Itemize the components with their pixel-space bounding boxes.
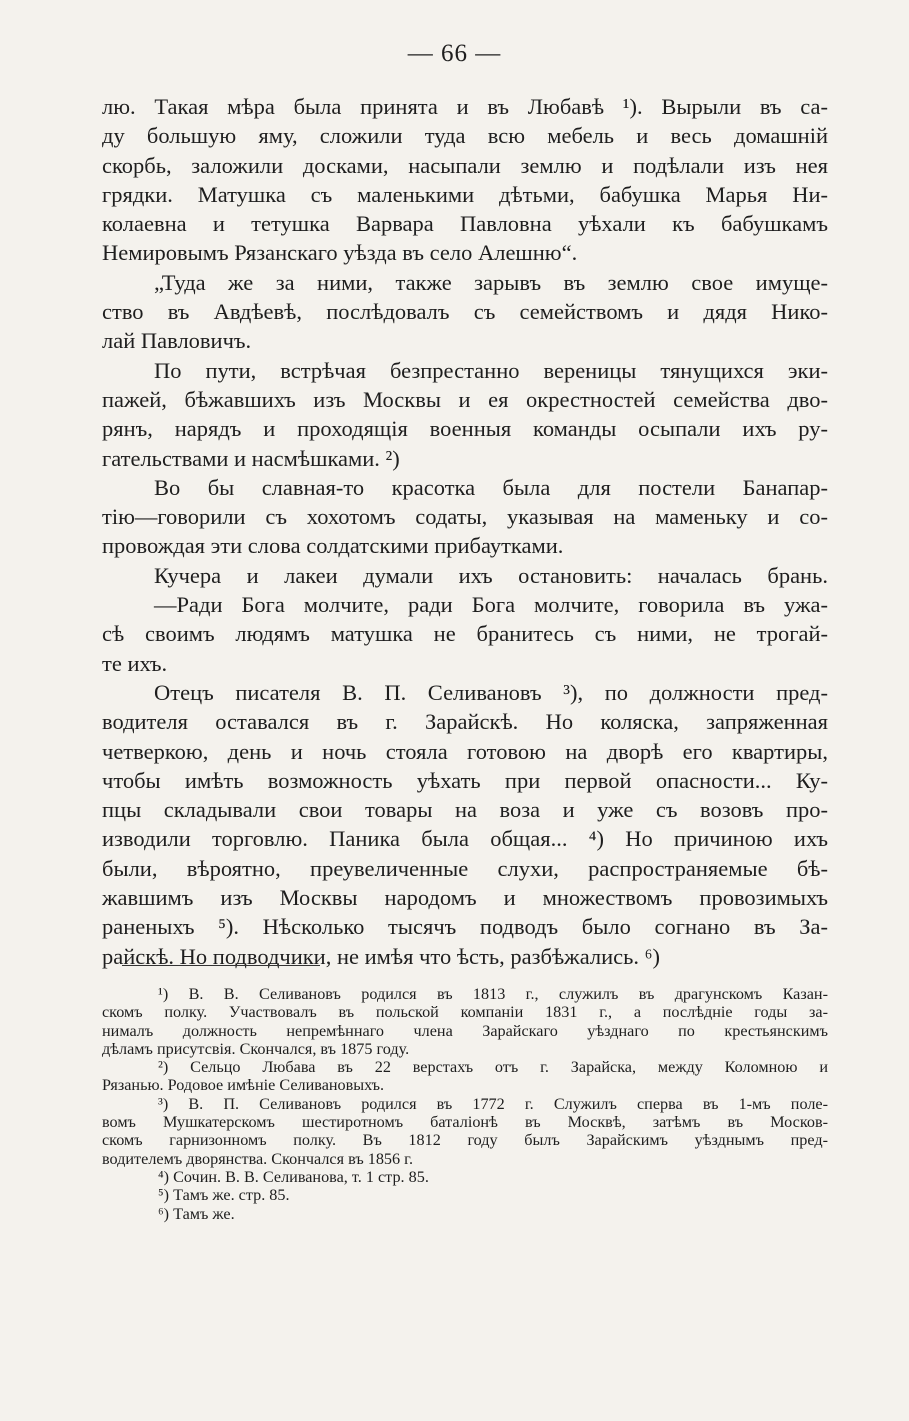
text-line: лай Павловичъ. <box>102 328 252 354</box>
text-line: водителя оставался въ г. Зарайскѣ. Но коляска, запряженная <box>102 709 828 735</box>
text-line: жавшимъ изъ Москвы народомъ и множествомъ провозимыхъ <box>102 885 828 911</box>
text-line: ду большую яму, сложили туда всю мебель и весь домашній <box>102 123 828 149</box>
main-text <box>102 92 828 971</box>
text-line: Кучера и лакеи думали ихъ остановить: началась брань. <box>154 562 828 588</box>
text-line: Во бы славная-то красотка была для постели Банапар- <box>154 474 828 500</box>
footnote-line: водителемъ дворянства. Скончался въ 1856 г. <box>102 1149 414 1168</box>
footnote-line: ⁵) Тамъ же. стр. 85. <box>158 1186 290 1205</box>
footnotes <box>102 985 828 1223</box>
text-line: По пути, встрѣчая безпрестанно вереницы тянущихся эки- <box>154 357 828 383</box>
footnote-separator <box>122 965 320 966</box>
text-line: ство въ Авдѣевѣ, послѣдовалъ съ семействомъ и дядя Нико- <box>102 299 828 325</box>
footnote-line: скомъ гарнизонномъ полку. Въ 1812 году былъ Зарайскимъ уѣзднымъ пред- <box>102 1131 828 1150</box>
text-line: раненыхъ ⁵). Нѣсколько тысячъ подводъ было согнано въ За- <box>102 914 828 940</box>
footnote-line: Рязанью. Родовое имѣніе Селивановыхъ. <box>102 1076 385 1095</box>
text-line: „Туда же за ними, также зарывъ въ землю свое имуще- <box>154 269 828 295</box>
text-line: скорбь, заложили досками, насыпали землю и подѣлали изъ нея <box>102 152 828 178</box>
footnote-line: нималъ должность непремѣннаго члена Зарайскаго уѣзднаго по крестьянскимъ <box>102 1021 828 1040</box>
text-line: провождая эти слова солдатскими прибаутками. <box>102 533 564 559</box>
text-line: Отецъ писателя В. П. Селивановъ ³), по должности пред- <box>154 679 828 705</box>
text-line: пажей, бѣжавшихъ изъ Москвы и ея окрестностей семейства дво- <box>102 386 828 412</box>
text-line: рянъ, нарядъ и проходящія военныя команды осыпали ихъ ру- <box>102 416 828 442</box>
footnote-line: вомъ Мушкатерскомъ шестиротномъ баталіонѣ въ Москвѣ, затѣмъ въ Москов- <box>102 1113 828 1132</box>
text-line: райскѣ. Но подводчики, не имѣя что ѣсть, разбѣжались. ⁶) <box>102 943 660 969</box>
page-number: — 66 — <box>407 40 502 67</box>
text-line: грядки. Матушка съ маленькими дѣтьми, бабушка Марья Ни- <box>102 181 828 207</box>
footnote-line: ⁴) Сочин. В. В. Селиванова, т. 1 стр. 85. <box>158 1167 429 1186</box>
footnote-line: ¹) В. В. Селивановъ родился въ 1813 г., служилъ въ драгунскомъ Казан- <box>158 985 828 1003</box>
footnote-line: дѣламъ присутсвія. Скончался, въ 1875 году. <box>102 1039 410 1058</box>
text-line: тію—говорили съ хохотомъ содаты, указывая на маменьку и со- <box>102 504 828 530</box>
text-line: лю. Такая мѣра была принята и въ Любавѣ ¹). Вырыли въ са- <box>102 94 828 119</box>
text-line: сѣ своимъ людямъ матушка не бранитесь съ ними, не трогай- <box>102 621 828 647</box>
text-line: —Ради Бога молчите, ради Бога молчите, говорила въ ужа- <box>154 592 828 618</box>
text-line: гательствами и насмѣшками. ²) <box>102 445 400 471</box>
text-line: изводили торговлю. Паника была общая... ⁴) Но причиною ихъ <box>102 826 828 852</box>
text-line: чтобы имѣть возможность уѣхать при первой опасности... Ку- <box>102 767 828 793</box>
text-line: пцы складывали свои товары на воза и уже съ возовъ про- <box>102 797 828 823</box>
text-line: были, вѣроятно, преувеличенные слухи, распространяемые бѣ- <box>102 855 828 881</box>
footnote-line: ³) В. П. Селивановъ родился въ 1772 г. Служилъ сперва въ 1-мъ поле- <box>158 1094 828 1113</box>
text-line: колаевна и тетушка Варвара Павловна уѣхали къ бабушкамъ <box>102 211 828 237</box>
text-line: четверкою, день и ночь стояла готовою на дворѣ его квартиры, <box>102 738 828 764</box>
footnote-line: ²) Сельцо Любава въ 22 верстахъ отъ г. Зарайска, между Коломною и <box>158 1058 828 1077</box>
text-line: те ихъ. <box>102 650 168 676</box>
footnote-line: ⁶) Тамъ же. <box>158 1204 235 1223</box>
footnote-line: скомъ полку. Участвовалъ въ польской компаніи 1831 г., а послѣдніе годы за- <box>102 1003 828 1022</box>
text-line: Немировымъ Рязанскаго уѣзда въ село Алешню“. <box>102 240 578 266</box>
